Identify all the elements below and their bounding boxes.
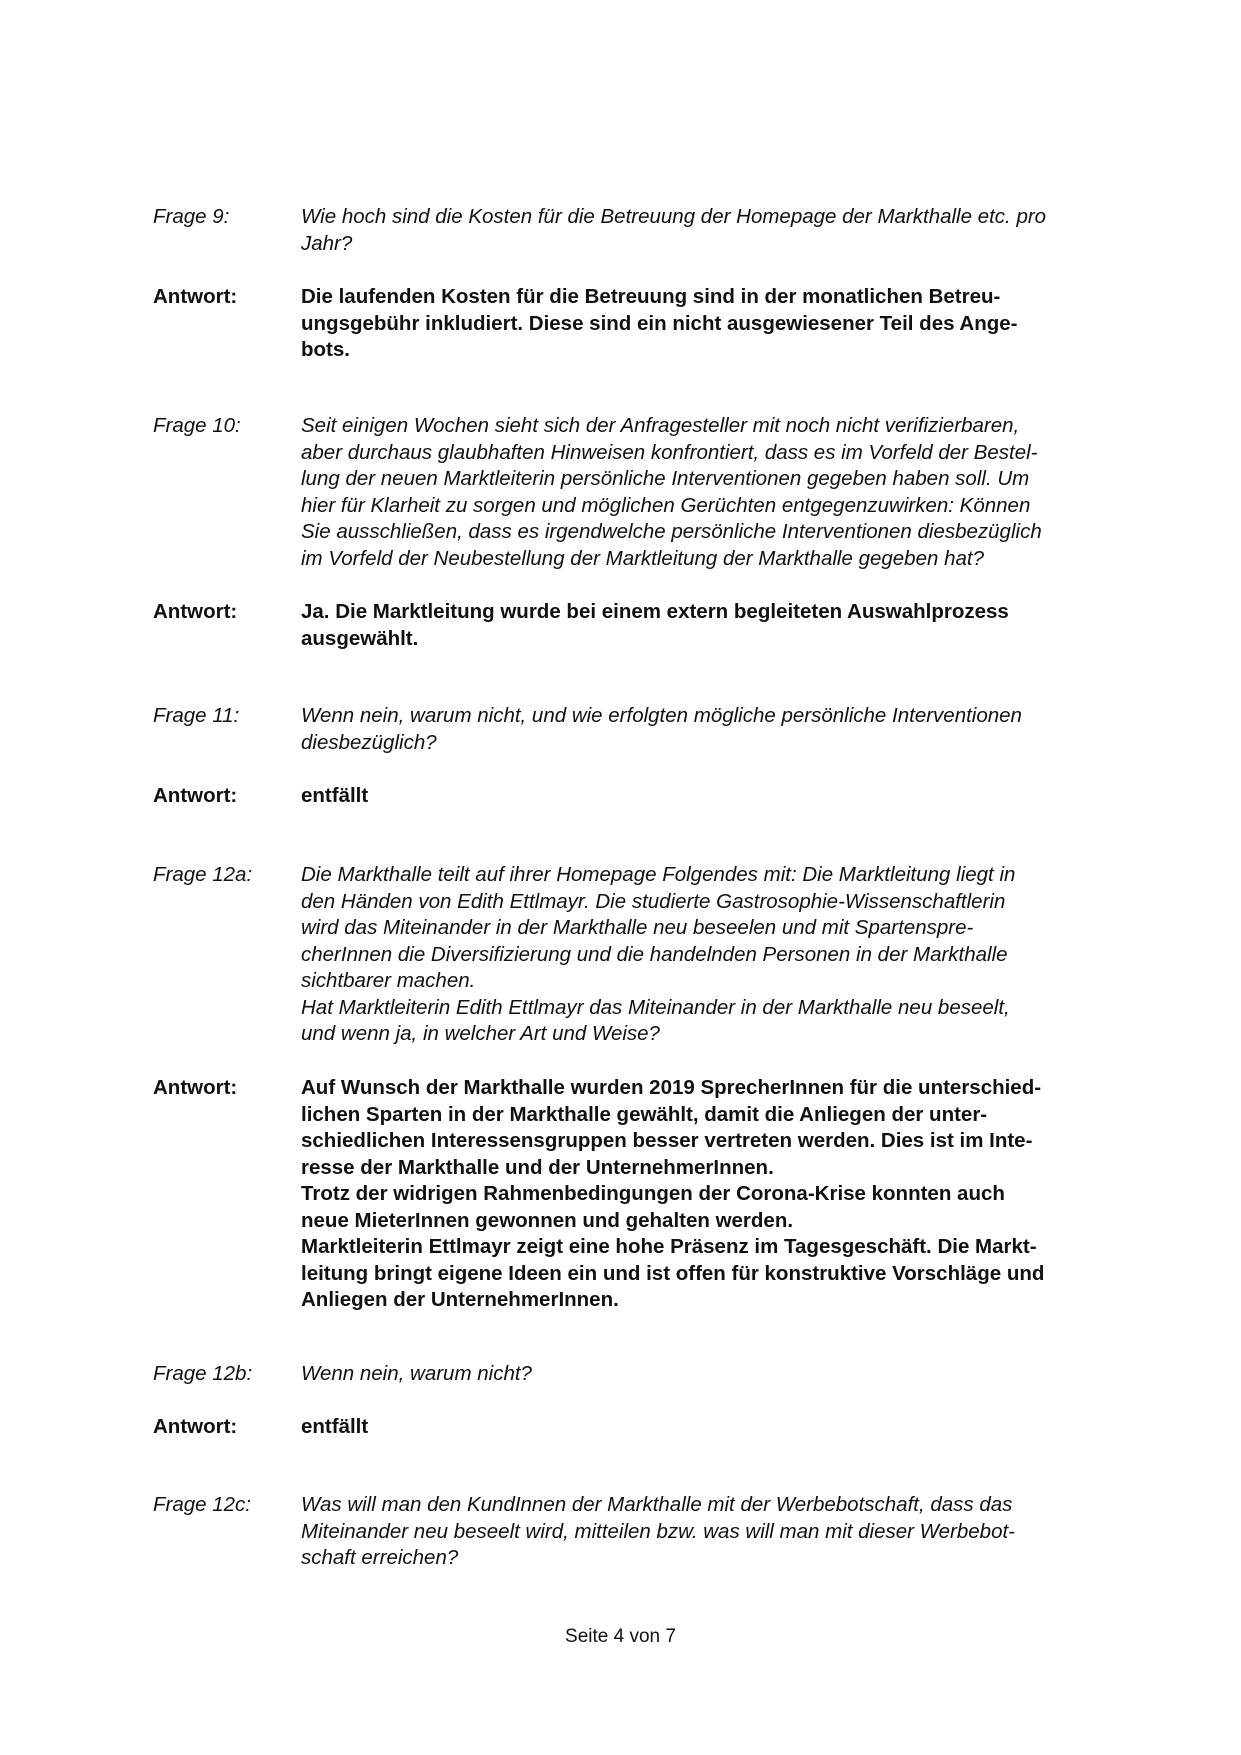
answer-12a	[153, 1075, 1143, 1314]
text-line: wird das Miteinander in der Markthalle neu beseelen und mit Spartenspre-	[301, 916, 974, 939]
text-line: Marktleiterin Ettlmayr zeigt eine hohe Präsenz im Tagesgeschäft. Die Markt-	[301, 1235, 1037, 1258]
text-line: neue MieterInnen gewonnen und gehalten werden.	[301, 1208, 794, 1232]
answer-text	[301, 1075, 1141, 1314]
text-line: schiedlichen Interessensgruppen besser vertreten werden. Dies ist im Inte-	[301, 1129, 1033, 1152]
answer-9	[153, 284, 1143, 364]
question-label: Frage 11:	[153, 704, 240, 727]
text-line: Wie hoch sind die Kosten für die Betreuung der Homepage der Markthalle etc. pro	[301, 205, 1047, 228]
text-line: lung der neuen Marktleiterin persönliche Interventionen gegeben haben soll. Um	[301, 467, 1030, 490]
text-line: Jahr?	[301, 231, 353, 255]
answer-text	[301, 783, 1141, 810]
question-text	[301, 703, 1141, 756]
text-line: bots.	[301, 338, 350, 361]
text-line: cherInnen die Diversifizierung und die handelnden Personen in der Markthalle	[301, 942, 1008, 966]
text-line: Anliegen der UnternehmerInnen.	[301, 1288, 619, 1311]
question-12c	[153, 1492, 1143, 1572]
question-text	[301, 1361, 1141, 1388]
question-text	[301, 862, 1141, 1048]
text-line: leitung bringt eigene Ideen ein und ist offen für konstruktive Vorschläge und	[301, 1261, 1045, 1285]
text-line: lichen Sparten in der Markthalle gewählt, damit die Anliegen der unter-	[301, 1102, 988, 1126]
answer-label: Antwort:	[153, 285, 238, 308]
answer-10	[153, 599, 1143, 652]
answer-12b	[153, 1414, 1143, 1441]
answer-label: Antwort:	[153, 784, 238, 807]
question-text	[301, 1492, 1141, 1572]
text-line: entfällt	[301, 1415, 369, 1438]
text-line: diesbezüglich?	[301, 730, 437, 754]
question-text	[301, 204, 1141, 257]
question-label: Frage 12c:	[153, 1493, 251, 1516]
text-line: schaft erreichen?	[301, 1546, 459, 1569]
answer-text	[301, 284, 1141, 364]
answer-label: Antwort:	[153, 600, 238, 623]
text-line: Miteinander neu beseelt wird, mitteilen bzw. was will man mit dieser Werbebot-	[301, 1519, 1016, 1543]
answer-text	[301, 1414, 1141, 1441]
answer-label: Antwort:	[153, 1076, 238, 1099]
text-line: ausgewählt.	[301, 626, 419, 650]
question-10	[153, 413, 1143, 572]
text-line: Wenn nein, warum nicht, und wie erfolgten mögliche persönliche Interventionen	[301, 704, 1022, 727]
question-label: Frage 10:	[153, 414, 241, 437]
question-text	[301, 413, 1141, 572]
text-line: Trotz der widrigen Rahmenbedingungen der Corona-Krise konnten auch	[301, 1182, 1005, 1205]
text-line: ungsgebühr inkludiert. Diese sind ein nicht ausgewiesener Teil des Ange-	[301, 311, 1018, 335]
question-12b	[153, 1361, 1143, 1388]
text-line: Seit einigen Wochen sieht sich der Anfragesteller mit noch nicht verifizierbaren,	[301, 414, 1020, 437]
answer-11	[153, 783, 1143, 810]
question-label: Frage 9:	[153, 205, 230, 228]
text-line: Die laufenden Kosten für die Betreuung sind in der monatlichen Betreu-	[301, 285, 1001, 308]
question-12a	[153, 862, 1143, 1048]
answer-text	[301, 599, 1141, 652]
text-line: hier für Klarheit zu sorgen und möglichen Gerüchten entgegenzuwirken: Können	[301, 493, 1031, 517]
text-line: den Händen von Edith Ettlmayr. Die studierte Gastrosophie-Wissenschaftlerin	[301, 889, 1006, 913]
text-line: aber durchaus glaubhaften Hinweisen konfrontiert, dass es im Vorfeld der Bestel-	[301, 440, 1038, 464]
text-line: Was will man den KundInnen der Markthalle mit der Werbebotschaft, dass das	[301, 1493, 1013, 1516]
page-number-footer: Seite 4 von 7	[565, 1626, 676, 1647]
question-label: Frage 12a:	[153, 863, 253, 886]
text-line: Auf Wunsch der Markthalle wurden 2019 SprecherInnen für die unterschied-	[301, 1076, 1042, 1099]
text-line: Ja. Die Marktleitung wurde bei einem extern begleiteten Auswahlprozess	[301, 600, 1009, 623]
question-label: Frage 12b:	[153, 1362, 253, 1385]
text-line: resse der Markthalle und der UnternehmerInnen.	[301, 1155, 774, 1179]
question-11	[153, 703, 1143, 756]
question-9	[153, 204, 1143, 257]
text-line: Die Markthalle teilt auf ihrer Homepage Folgendes mit: Die Marktleitung liegt in	[301, 863, 1016, 886]
text-line: Hat Marktleiterin Edith Ettlmayr das Miteinander in der Markthalle neu beseelt,	[301, 995, 1010, 1019]
text-line: Sie ausschließen, dass es irgendwelche persönliche Interventionen diesbezüglich	[301, 520, 1042, 543]
text-line: und wenn ja, in welcher Art und Weise?	[301, 1022, 660, 1045]
text-line: entfällt	[301, 784, 369, 807]
text-line: Wenn nein, warum nicht?	[301, 1362, 532, 1385]
text-line: sichtbarer machen.	[301, 969, 476, 992]
answer-label: Antwort:	[153, 1415, 238, 1438]
text-line: im Vorfeld der Neubestellung der Marktleitung der Markthalle gegeben hat?	[301, 546, 984, 570]
